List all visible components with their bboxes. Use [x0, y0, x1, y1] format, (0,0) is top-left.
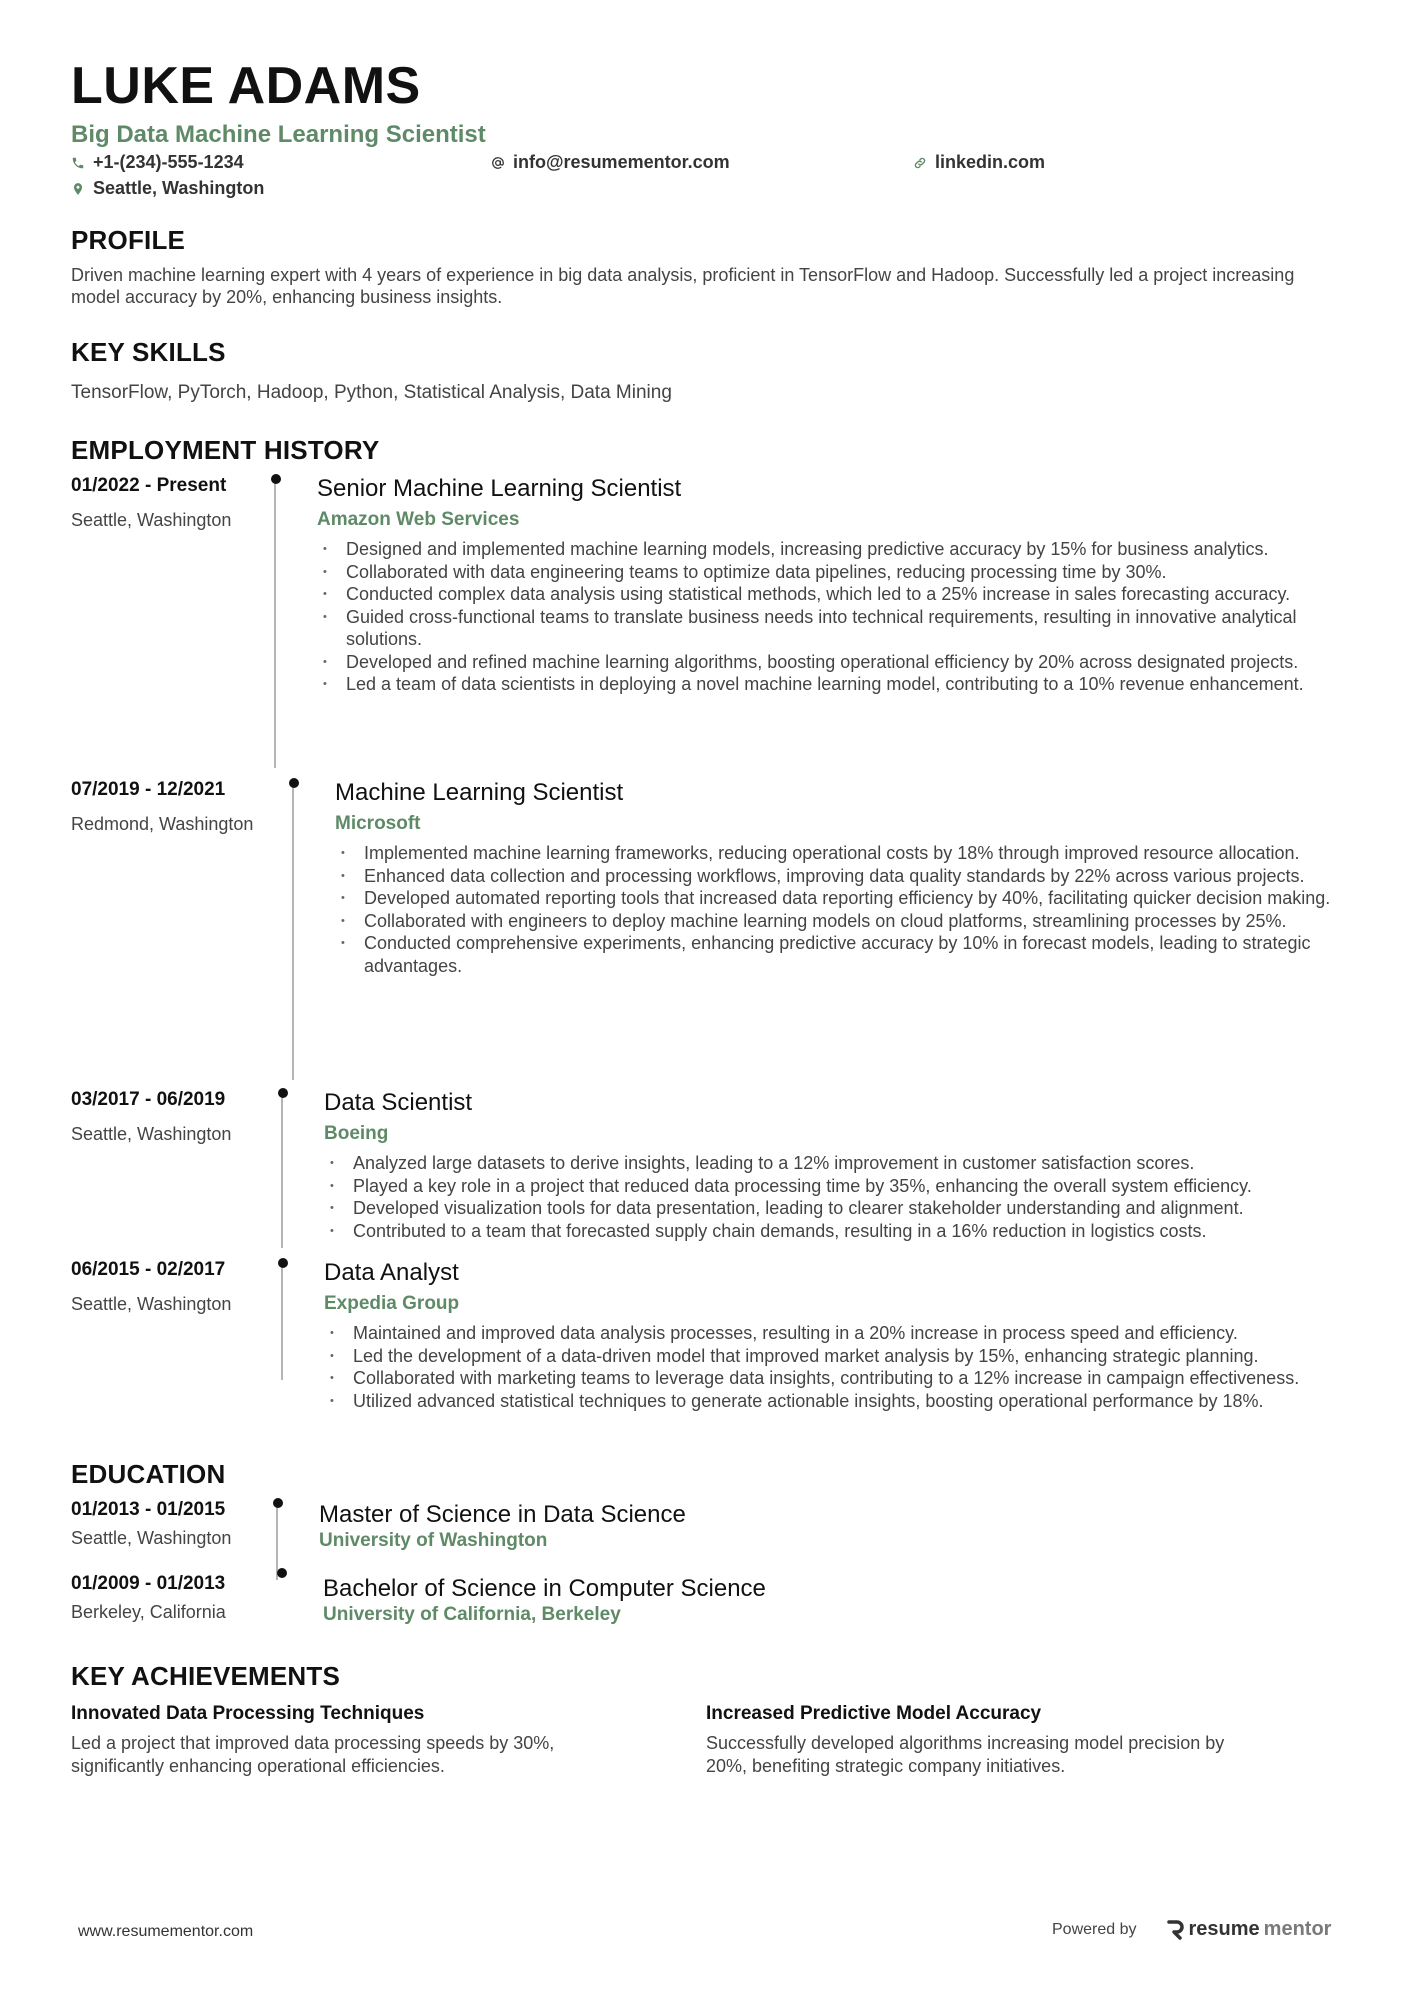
education-heading: EDUCATION [71, 1459, 226, 1489]
job-bullet: • Played a key role in a project that reduced data processing time by 35%, enhancing the overall system efficiency. [324, 1175, 1354, 1198]
job-bullets [324, 1322, 1354, 1412]
job-entry [71, 1258, 1340, 1411]
footer-branding [1052, 1918, 1331, 1941]
job-role: Senior Machine Learning Scientist [317, 475, 682, 502]
achievement-title: Increased Predictive Model Accuracy [706, 1703, 1042, 1724]
edu-meta [71, 1498, 1341, 1549]
education-section [71, 1458, 1341, 1646]
job-location: Seattle, Washington [71, 1124, 232, 1144]
job-bullet: • Guided cross-functional teams to translate business needs into technical requirements, resulting in innovative analytical solutions. [317, 606, 1347, 651]
job-bullet: • Enhanced data collection and processing workflows, improving data quality standards by 22% across various projects. [335, 865, 1347, 888]
job-bullet: • Contributed to a team that forecasted supply chain demands, resulting in a 16% reduction in logistics costs. [324, 1220, 1354, 1243]
achievement-text: Led a project that improved data processing speeds by 30%, significantly enhancing operational efficiencies. [71, 1733, 555, 1776]
job-details [324, 1258, 1354, 1412]
achievements-section [71, 1660, 1341, 1778]
candidate-title: Big Data Machine Learning Scientist [71, 121, 486, 148]
job-bullet: • Implemented machine learning frameworks, reducing operational costs by 18% through improved resource allocation. [335, 842, 1347, 865]
job-entry [71, 1088, 1340, 1248]
job-location: Redmond, Washington [71, 814, 254, 834]
job-details [324, 1088, 1354, 1242]
job-date: 06/2015 - 02/2017 [71, 1259, 226, 1280]
job-bullet: • Utilized advanced statistical techniques to generate actionable insights, boosting operational performance by 18%. [324, 1390, 1354, 1413]
job-bullet: • Maintained and improved data analysis processes, resulting in a 20% increase in process speed and efficiency. [324, 1322, 1354, 1345]
profile-text: Driven machine learning expert with 4 years of experience in big data analysis, proficient in TensorFlow and Hadoop. Successfully led a project increasing model accuracy by 20%, enhancing business insights. [71, 265, 1295, 307]
edu-location: Seattle, Washington [71, 1528, 232, 1548]
job-bullet: • Conducted complex data analysis using statistical methods, which led to a 25% increase in sales forecasting accuracy. [317, 583, 1347, 606]
contact-location [71, 178, 264, 199]
achievement-text: Successfully developed algorithms increasing model precision by 20%, benefiting strategic company initiatives. [706, 1733, 1225, 1776]
link-icon [913, 156, 927, 170]
phone-text: +1-(234)-555-1234 [93, 152, 244, 172]
location-pin-icon [71, 182, 85, 196]
job-details [317, 474, 1347, 696]
job-date: 03/2017 - 06/2019 [71, 1089, 226, 1110]
achievement-item [706, 1702, 1341, 1778]
job-meta [71, 474, 231, 768]
job-location: Seattle, Washington [71, 1294, 232, 1314]
email-text: info@resumementor.com [513, 152, 730, 172]
job-bullet: • Led the development of a data-driven model that improved market analysis by 15%, enhancing strategic planning. [324, 1345, 1354, 1368]
job-date: 01/2022 - Present [71, 475, 227, 496]
job-bullet: • Conducted comprehensive experiments, enhancing predictive accuracy by 10% in forecast models, leading to strategic advantages. [335, 932, 1347, 977]
profile-section [71, 224, 1340, 308]
job-bullets [335, 842, 1347, 977]
edu-details [319, 1500, 686, 1552]
job-bullet: • Collaborated with marketing teams to leverage data insights, contributing to a 12% increase in campaign effectiveness. [324, 1367, 1354, 1390]
edu-degree: Bachelor of Science in Computer Science [323, 1575, 766, 1602]
edu-details [323, 1574, 766, 1626]
achievements-grid [71, 1702, 1341, 1778]
contact-linkedin[interactable] [913, 152, 1045, 173]
edu-date: 01/2009 - 01/2013 [71, 1573, 226, 1594]
job-meta [71, 778, 253, 1080]
linkedin-text: linkedin.com [935, 152, 1046, 172]
job-date: 07/2019 - 12/2021 [71, 779, 226, 800]
brand-logo[interactable] [1167, 1918, 1332, 1941]
job-company: Amazon Web Services [317, 509, 520, 530]
brand-name-main: resume [1188, 1918, 1260, 1940]
job-bullet: • Designed and implemented machine learning models, increasing predictive accuracy by 15% for business analytics. [317, 538, 1347, 561]
candidate-name: LUKE ADAMS [71, 57, 421, 115]
job-bullet: • Developed and refined machine learning algorithms, boosting operational efficiency by 20% across designated projects. [317, 651, 1347, 674]
job-role: Machine Learning Scientist [335, 779, 624, 806]
location-text: Seattle, Washington [93, 178, 265, 198]
job-meta [71, 1088, 231, 1248]
edu-school: University of Washington [319, 1530, 548, 1551]
skills-list: TensorFlow, PyTorch, Hadoop, Python, Statistical Analysis, Data Mining [71, 382, 672, 403]
timeline-dot [277, 1568, 287, 1578]
footer-website[interactable]: www.resumementor.com [78, 1923, 254, 1940]
job-bullet: • Analyzed large datasets to derive insights, leading to a 12% improvement in customer satisfaction scores. [324, 1152, 1354, 1175]
job-location: Seattle, Washington [71, 510, 232, 530]
job-bullet: • Collaborated with engineers to deploy machine learning models on cloud platforms, streamlining processes by 25%. [335, 910, 1347, 933]
phone-icon [71, 156, 85, 170]
edu-degree: Master of Science in Data Science [319, 1501, 686, 1528]
skills-heading: KEY SKILLS [71, 337, 226, 367]
achievement-title: Innovated Data Processing Techniques [71, 1703, 425, 1724]
edu-school: University of California, Berkeley [323, 1604, 621, 1625]
job-bullet: • Developed visualization tools for data presentation, leading to clearer stakeholder understanding and alignment. [324, 1197, 1354, 1220]
job-bullet: • Collaborated with data engineering teams to optimize data pipelines, reducing processing time by 30%. [317, 561, 1347, 584]
timeline-line [281, 1090, 283, 1248]
timeline-dot [271, 474, 281, 484]
job-bullet: • Led a team of data scientists in deploying a novel machine learning model, contributing to a 10% revenue enhancement. [317, 673, 1347, 696]
contact-email[interactable] [491, 152, 730, 173]
job-company: Boeing [324, 1123, 389, 1144]
job-bullet: • Developed automated reporting tools that increased data reporting efficiency by 40%, facilitating quicker decision making. [335, 887, 1347, 910]
skills-section [71, 336, 1340, 404]
job-bullets [324, 1152, 1354, 1242]
timeline-dot [278, 1258, 288, 1268]
job-company: Microsoft [335, 813, 421, 834]
achievements-heading: KEY ACHIEVEMENTS [71, 1661, 341, 1691]
contact-phone[interactable] [71, 152, 244, 173]
timeline-dot [289, 778, 299, 788]
brand-name-accent: mentor [1263, 1918, 1332, 1940]
contact-info [71, 152, 1340, 204]
job-entry [71, 778, 1340, 1080]
timeline-line [281, 1260, 283, 1380]
resumementor-logo-icon [1167, 1920, 1185, 1940]
job-role: Data Analyst [324, 1259, 459, 1286]
job-entry [71, 474, 1340, 768]
employment-heading: EMPLOYMENT HISTORY [71, 435, 380, 465]
timeline-line [274, 476, 276, 768]
job-role: Data Scientist [324, 1089, 473, 1116]
profile-heading: PROFILE [71, 225, 186, 255]
job-bullets [317, 538, 1347, 696]
education-entry [71, 1498, 1341, 1572]
job-company: Expedia Group [324, 1293, 460, 1314]
timeline-dot [273, 1498, 283, 1508]
timeline-dot [278, 1088, 288, 1098]
timeline-line [292, 780, 294, 1080]
at-icon [491, 156, 505, 170]
job-details [335, 778, 1347, 977]
education-entry [71, 1572, 1341, 1646]
powered-by-text: Powered by [1052, 1920, 1137, 1938]
edu-date: 01/2013 - 01/2015 [71, 1499, 226, 1520]
job-meta [71, 1258, 231, 1380]
edu-location: Berkeley, California [71, 1602, 226, 1622]
achievement-item [71, 1702, 706, 1778]
employment-section [71, 434, 1340, 1411]
